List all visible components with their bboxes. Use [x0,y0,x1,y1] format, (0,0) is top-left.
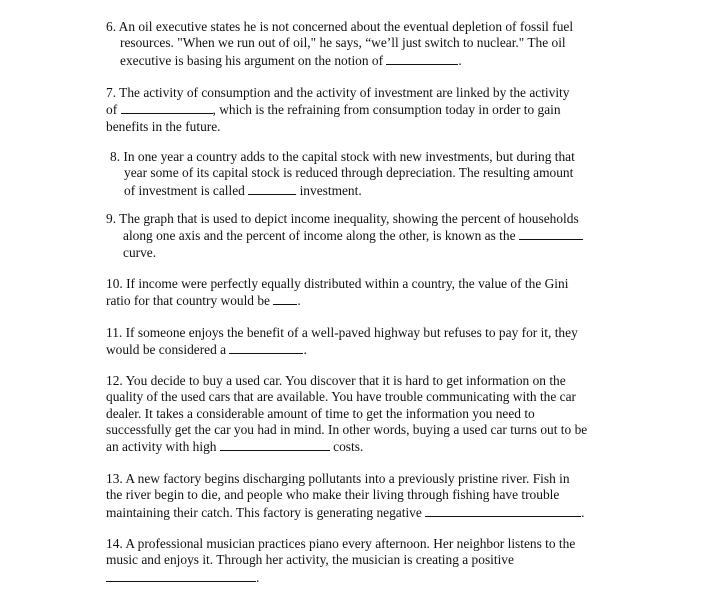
question-9-line-2-text: along one axis and the percent of income along the other, is known as the [123,228,516,244]
question-9-line-2 [106,227,583,244]
question-9-line-3: curve. [123,244,157,260]
question-13-end: . [581,504,585,520]
question-11-line-2-text: would be considered a [106,342,227,358]
question-14-line-1: 14. A professional musician practices piano every afternoon. Her neighbor listens to the [106,536,576,551]
question-7 [106,85,569,135]
question-10 [106,276,568,310]
question-10-line-1: 10. If income were perfectly equally distributed within a country, the value of the Gini [106,276,569,291]
question-12-line-5-start: an activity with high [106,439,217,455]
question-11-end: . [303,342,307,358]
question-12-line-3: dealer. It takes a considerable amount of time to get the information you need to [106,405,535,421]
question-9 [106,211,583,261]
question-8-line-3-start: of investment is called [124,182,245,198]
question-7-line-3: benefits in the future. [106,118,221,134]
question-8-line-3 [110,182,575,199]
question-12-line-5-end: costs. [333,439,364,455]
question-13-line-2: the river begin to die, and people who make their living through fishing have trouble [106,487,560,503]
question-12-line-1: 12. You decide to buy a used car. You discover that it is hard to get information on the [106,373,566,388]
question-14-end: . [256,569,260,585]
question-6-end: . [458,52,462,68]
answer-blank-10[interactable] [273,292,297,305]
answer-blank-11[interactable] [229,341,303,354]
question-7-line-2 [106,101,569,118]
question-7-line-2-start: of [106,102,118,118]
question-12 [106,373,587,455]
question-7-line-1: 7. The activity of consumption and the activity of investment are linked by the activity [106,85,570,100]
answer-blank-7[interactable] [121,101,213,114]
question-12-line-5 [106,438,587,455]
question-11-line-2 [106,341,578,358]
question-7-line-2-end: , which is the refraining from consumption today in order to gain [212,102,561,118]
answer-blank-13[interactable] [425,504,581,517]
question-13 [106,471,585,521]
question-10-end: . [297,293,301,309]
question-11-line-1: 11. If someone enjoys the benefit of a well-paved highway but refuses to pay for it, they [106,325,578,340]
question-10-line-2 [106,292,568,309]
question-14 [106,536,575,586]
question-14-line-2: music and enjoys it. Through her activity, the musician is creating a positive [106,552,514,568]
question-8-line-3-end: investment. [299,182,362,198]
question-6-line-2: resources. "When we run out of oil," he says, “we’ll just switch to nuclear." The oil [120,35,566,51]
question-14-line-3 [106,569,575,586]
question-13-line-3 [106,504,585,521]
question-6 [106,19,573,69]
question-12-line-2: quality of the used cars that are available. You have trouble communicating with the car [106,389,577,405]
answer-blank-14[interactable] [106,569,256,582]
question-6-line-1: 6. An oil executive states he is not concerned about the eventual depletion of fossil fuel [106,19,574,34]
question-12-line-4: successfully get the car you had in mind. In other words, buying a used car turns out to be [106,421,588,437]
question-13-line-3-text: maintaining their catch. This factory is generating negative [106,504,422,520]
answer-blank-12[interactable] [220,438,330,451]
answer-blank-6[interactable] [386,52,458,65]
question-6-line-3-text: executive is basing his argument on the notion of [120,52,384,68]
question-8 [110,149,575,199]
answer-blank-8[interactable] [248,182,296,195]
question-11 [106,325,578,359]
question-8-line-1: 8. In one year a country adds to the capital stock with new investments, but during that [110,149,575,164]
question-6-line-3 [106,52,573,69]
question-10-line-2-text: ratio for that country would be [106,293,270,309]
question-9-line-1: 9. The graph that is used to depict income inequality, showing the percent of households [106,211,579,226]
question-13-line-1: 13. A new factory begins discharging pollutants into a previously pristine river. Fish in [106,471,570,486]
question-8-line-2: year some of its capital stock is reduced through depreciation. The resulting amount [124,165,574,181]
answer-blank-9[interactable] [519,227,583,240]
